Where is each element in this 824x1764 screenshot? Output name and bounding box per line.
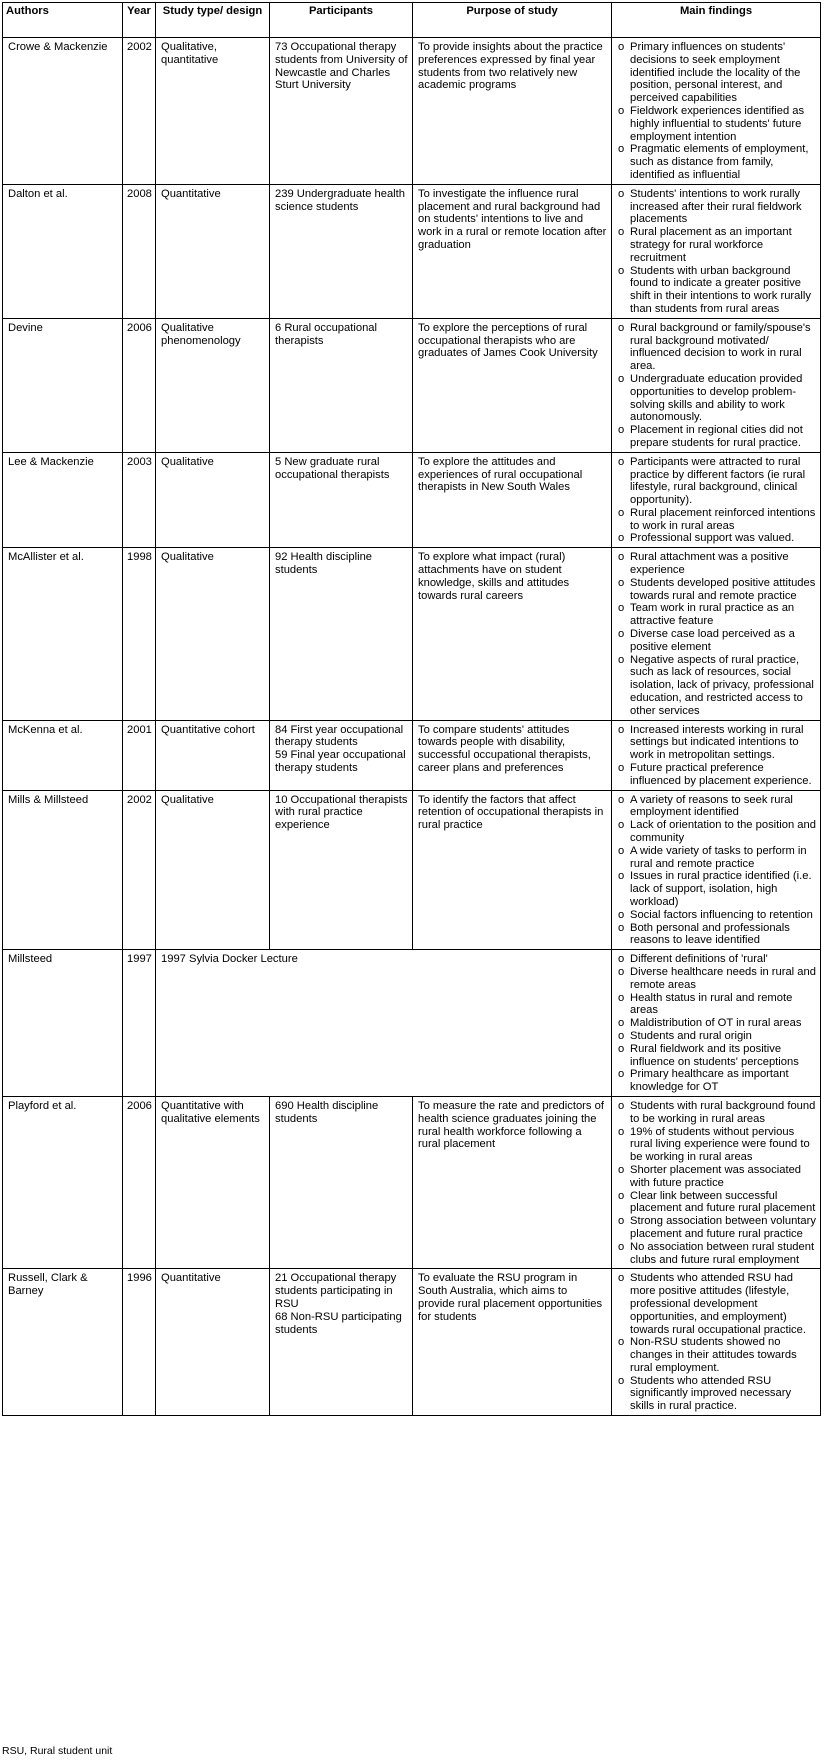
finding-text: Team work in rural practice as an attractive feature: [630, 602, 795, 628]
finding-text: Students' intentions to work rurally increased after their rural fieldwork placements: [630, 187, 802, 226]
header-row: [3, 3, 821, 38]
finding-item: [617, 762, 816, 788]
finding-item: [617, 1100, 816, 1126]
bullet-icon: o: [618, 143, 625, 156]
findings-list: [617, 551, 816, 717]
finding-text: Issues in rural practice identified (i.e. lack of support, isolation, high workload): [630, 870, 812, 908]
finding-item: [617, 1215, 816, 1241]
finding-text: Students developed positive attitudes towards rural and remote practice: [630, 576, 816, 602]
finding-item: [617, 966, 816, 992]
finding-text: Negative aspects of rural practice, such as lack of resources, social isolation, lack of privacy, professional education, and restricted access to other services: [630, 653, 814, 717]
cell-study-type: Qualitative: [156, 790, 270, 950]
bullet-icon: o: [618, 321, 625, 334]
bullet-icon: o: [618, 455, 625, 468]
finding-item: [617, 265, 816, 316]
bullet-icon: o: [618, 844, 625, 857]
table-footnote: RSU, Rural student unit: [2, 1745, 113, 1757]
findings-list: [617, 1272, 816, 1413]
cell-participants: [270, 720, 413, 790]
cell-findings: [612, 548, 821, 720]
finding-item: [617, 532, 816, 545]
finding-text: Clear link between successful placement and future rural placement: [630, 1189, 816, 1215]
cell-study-type: Quantitative cohort: [156, 720, 270, 790]
finding-text: Both personal and professionals reasons to leave identified: [630, 921, 790, 947]
cell-participants: [270, 184, 413, 318]
cell-findings: [612, 38, 821, 185]
finding-item: [617, 602, 816, 628]
participant-group: 239 Undergraduate health science students: [275, 187, 406, 213]
finding-item: [617, 1190, 816, 1216]
cell-year: 2003: [123, 452, 156, 548]
finding-text: Students with rural background found to be working in rural areas: [630, 1099, 816, 1125]
bullet-icon: o: [618, 1336, 625, 1349]
header-findings: Main findings: [612, 3, 821, 38]
finding-item: [617, 226, 816, 264]
finding-item: [617, 105, 816, 143]
finding-item: [617, 992, 816, 1018]
finding-text: Shorter placement was associated with future practice: [630, 1163, 802, 1189]
cell-purpose: To provide insights about the practice preferences expressed by final year students from two relatively new academic programs: [413, 38, 612, 185]
participant-group: 73 Occupational therapy students from University of Newcastle and Charles Sturt University: [275, 41, 408, 92]
finding-item: [617, 373, 816, 424]
finding-item: [617, 724, 816, 762]
finding-text: Diverse case load perceived as a positive element: [630, 628, 795, 653]
finding-text: Fieldwork experiences identified as highly influential to students' future employment intention: [630, 104, 805, 143]
finding-text: Different definitions of 'rural': [630, 953, 768, 966]
participant-group: 5 New graduate rural occupational therapists: [275, 455, 390, 481]
header-authors: Authors: [3, 3, 123, 38]
literature-review-table: [2, 2, 821, 1416]
finding-item: [617, 1030, 816, 1043]
finding-item: [617, 188, 816, 226]
cell-authors: McAllister et al.: [3, 548, 123, 720]
bullet-icon: o: [618, 1068, 625, 1081]
bullet-icon: o: [618, 1240, 625, 1253]
cell-authors: Playford et al.: [3, 1096, 123, 1268]
cell-study-type: Qualitative phenomenology: [156, 318, 270, 452]
finding-item: [617, 1336, 816, 1374]
cell-findings: [612, 184, 821, 318]
table-row: [3, 950, 821, 1097]
finding-text: Students with urban background found to indicate a greater positive shift in their intentions to work rurally than students from rural areas: [630, 264, 811, 315]
findings-list: [617, 456, 816, 546]
cell-purpose: To compare students' attitudes towards people with disability, successful occupational therapists, career plans and preferences: [413, 720, 612, 790]
bullet-icon: o: [618, 793, 625, 806]
cell-spanned-note: 1997 Sylvia Docker Lecture: [156, 950, 612, 1097]
cell-year: 2002: [123, 790, 156, 950]
bullet-icon: o: [618, 1042, 625, 1055]
bullet-icon: o: [618, 1163, 625, 1176]
cell-year: 1997: [123, 950, 156, 1097]
bullet-icon: o: [618, 576, 625, 589]
finding-text: Rural placement as an important strategy for rural workforce recruitment: [630, 226, 792, 264]
finding-item: [617, 922, 816, 948]
finding-item: [617, 1068, 816, 1094]
finding-text: Rural placement reinforced intentions to work in rural areas: [630, 506, 816, 532]
finding-text: A wide variety of tasks to perform in rural and remote practice: [630, 844, 807, 870]
table-row: [3, 318, 821, 452]
finding-item: [617, 845, 816, 871]
finding-item: [617, 654, 816, 718]
finding-text: Rural background or family/spouse's rural background motivated/ influenced decision to work in rural area.: [630, 321, 811, 373]
finding-text: Primary healthcare as important knowledge for OT: [630, 1068, 789, 1094]
bullet-icon: o: [618, 628, 625, 641]
bullet-icon: o: [618, 424, 625, 437]
participant-group: 21 Occupational therapy students participating in RSU: [275, 1272, 397, 1310]
finding-item: [617, 1126, 816, 1164]
cell-findings: [612, 720, 821, 790]
cell-authors: Crowe & Mackenzie: [3, 38, 123, 185]
cell-findings: [612, 318, 821, 452]
cell-participants: [270, 318, 413, 452]
finding-item: [617, 507, 816, 533]
participant-group: 84 First year occupational therapy students: [275, 723, 404, 749]
finding-text: Students and rural origin: [630, 1029, 752, 1042]
finding-item: [617, 41, 816, 105]
cell-study-type: Quantitative: [156, 1269, 270, 1416]
table-row: [3, 184, 821, 318]
bullet-icon: o: [618, 264, 625, 277]
header-purpose: Purpose of study: [413, 3, 612, 38]
bullet-icon: o: [618, 551, 625, 564]
bullet-icon: o: [618, 372, 625, 385]
cell-participants: [270, 38, 413, 185]
findings-list: [617, 1100, 816, 1266]
bullet-icon: o: [618, 653, 625, 666]
finding-item: [617, 322, 816, 373]
finding-text: Diverse healthcare needs in rural and remote areas: [630, 965, 816, 991]
cell-year: 2001: [123, 720, 156, 790]
header-year: Year: [123, 3, 156, 38]
cell-purpose: To evaluate the RSU program in South Australia, which aims to provide rural placement opportunities for students: [413, 1269, 612, 1416]
bullet-icon: o: [618, 226, 625, 239]
bullet-icon: o: [618, 870, 625, 883]
finding-item: [617, 953, 816, 966]
cell-purpose: To identify the factors that affect retention of occupational therapists in rural practice: [413, 790, 612, 950]
cell-participants: [270, 452, 413, 548]
bullet-icon: o: [618, 921, 625, 934]
finding-text: Primary influences on students' decisions to seek employment identified include the locality of the position, personal interest, and perceived capabilities: [630, 41, 801, 105]
finding-text: Professional support was valued.: [630, 532, 795, 545]
finding-text: Social factors influencing to retention: [630, 908, 813, 921]
cell-authors: Devine: [3, 318, 123, 452]
table-row: [3, 1096, 821, 1268]
finding-text: Students who attended RSU significantly improved necessary skills in rural practice.: [630, 1374, 792, 1413]
finding-text: Health status in rural and remote areas: [630, 991, 793, 1017]
cell-authors: Dalton et al.: [3, 184, 123, 318]
finding-item: [617, 1043, 816, 1069]
cell-authors: Mills & Millsteed: [3, 790, 123, 950]
finding-text: A variety of reasons to seek rural employment identified: [630, 793, 793, 819]
bullet-icon: o: [618, 1099, 625, 1112]
bullet-icon: o: [618, 532, 625, 545]
bullet-icon: o: [618, 1017, 625, 1030]
table-row: [3, 38, 821, 185]
cell-purpose: To explore what impact (rural) attachments have on student knowledge, skills and attitudes towards rural careers: [413, 548, 612, 720]
cell-findings: [612, 1269, 821, 1416]
cell-study-type: Quantitative: [156, 184, 270, 318]
finding-item: [617, 424, 816, 450]
finding-text: Non-RSU students showed no changes in their attitudes towards rural employment.: [630, 1336, 797, 1374]
findings-list: [617, 41, 816, 182]
bullet-icon: o: [618, 991, 625, 1004]
finding-item: [617, 819, 816, 845]
finding-item: [617, 551, 816, 577]
bullet-icon: o: [618, 1125, 625, 1138]
finding-item: [617, 1272, 816, 1336]
finding-item: [617, 456, 816, 507]
bullet-icon: o: [618, 723, 625, 736]
finding-item: [617, 870, 816, 908]
bullet-icon: o: [618, 965, 625, 978]
cell-study-type: Qualitative: [156, 548, 270, 720]
findings-list: [617, 724, 816, 788]
cell-authors: Lee & Mackenzie: [3, 452, 123, 548]
table-row: [3, 790, 821, 950]
bullet-icon: o: [618, 953, 625, 966]
cell-purpose: To measure the rate and predictors of health science graduates joining the rural health workforce following a rural placement: [413, 1096, 612, 1268]
cell-year: 2006: [123, 1096, 156, 1268]
findings-list: [617, 794, 816, 948]
bullet-icon: o: [618, 187, 625, 200]
finding-text: Rural fieldwork and its positive influence on students' perceptions: [630, 1042, 799, 1068]
participant-group: 690 Health discipline students: [275, 1099, 379, 1125]
finding-text: Increased interests working in rural settings but indicated intentions to work in metropolitan settings.: [630, 723, 804, 762]
cell-authors: Millsteed: [3, 950, 123, 1097]
finding-text: Strong association between voluntary placement and future rural practice: [630, 1215, 816, 1240]
cell-findings: [612, 790, 821, 950]
finding-item: [617, 577, 816, 603]
participant-group: 92 Health discipline students: [275, 551, 373, 577]
finding-text: Participants were attracted to rural practice by different factors (ie rural lifestyle, rural background, clinical opportunity).: [630, 455, 806, 507]
cell-year: 2008: [123, 184, 156, 318]
bullet-icon: o: [618, 1189, 625, 1202]
bullet-icon: o: [618, 41, 625, 53]
finding-item: [617, 628, 816, 654]
finding-text: Placement in regional cities did not prepare students for rural practice.: [630, 424, 803, 449]
table-row: [3, 452, 821, 548]
finding-text: 19% of students without pervious rural living experience were found to be working in rural areas: [630, 1125, 810, 1164]
cell-participants: [270, 1269, 413, 1416]
cell-year: 2002: [123, 38, 156, 185]
finding-item: [617, 909, 816, 922]
bullet-icon: o: [618, 1215, 625, 1228]
findings-list: [617, 322, 816, 450]
participant-group: 68 Non-RSU participating students: [275, 1310, 402, 1336]
cell-authors: Russell, Clark & Barney: [3, 1269, 123, 1416]
finding-item: [617, 794, 816, 820]
finding-text: Maldistribution of OT in rural areas: [630, 1017, 802, 1030]
table-row: [3, 548, 821, 720]
bullet-icon: o: [618, 506, 625, 519]
cell-purpose: To explore the perceptions of rural occupational therapists who are graduates of James Cook University: [413, 318, 612, 452]
bullet-icon: o: [618, 908, 625, 921]
participant-group: 6 Rural occupational therapists: [275, 321, 377, 347]
bullet-icon: o: [618, 762, 625, 775]
cell-purpose: To investigate the influence rural placement and rural background had on students' intentions to live and work in a rural or remote location after graduation: [413, 184, 612, 318]
finding-text: Students who attended RSU had more positive attitudes (lifestyle, professional development opportunities, and employment) towards rural occupational practice.: [630, 1272, 806, 1336]
bullet-icon: o: [618, 1029, 625, 1042]
cell-purpose: To explore the attitudes and experiences of rural occupational therapists in New South Wales: [413, 452, 612, 548]
cell-study-type: Qualitative, quantitative: [156, 38, 270, 185]
cell-study-type: Qualitative: [156, 452, 270, 548]
finding-item: [617, 1375, 816, 1413]
bullet-icon: o: [618, 1374, 625, 1387]
cell-participants: [270, 548, 413, 720]
finding-item: [617, 143, 816, 181]
cell-participants: [270, 1096, 413, 1268]
cell-authors: McKenna et al.: [3, 720, 123, 790]
table-row: [3, 1269, 821, 1416]
cell-study-type: Quantitative with qualitative elements: [156, 1096, 270, 1268]
finding-item: [617, 1241, 816, 1267]
finding-text: Future practical preference influenced by placement experience.: [630, 762, 812, 787]
bullet-icon: o: [618, 602, 625, 615]
cell-year: 1998: [123, 548, 156, 720]
cell-findings: [612, 950, 821, 1097]
bullet-icon: o: [618, 104, 625, 117]
finding-text: Pragmatic elements of employment, such as distance from family, identified as influential: [630, 143, 809, 181]
table-row: [3, 720, 821, 790]
cell-participants: [270, 790, 413, 950]
table-body: [3, 38, 821, 1416]
finding-text: Undergraduate education provided opportunities to develop problem-solving skills and ability to work autonomously.: [630, 372, 803, 424]
finding-item: [617, 1017, 816, 1030]
finding-text: Rural attachment was a positive experience: [630, 551, 789, 577]
participant-group: 59 Final year occupational therapy students: [275, 749, 406, 775]
cell-findings: [612, 1096, 821, 1268]
cell-year: 1996: [123, 1269, 156, 1416]
bullet-icon: o: [618, 1272, 625, 1285]
findings-list: [617, 953, 816, 1094]
bullet-icon: o: [618, 819, 625, 832]
participant-group: 10 Occupational therapists with rural practice experience: [275, 793, 408, 832]
header-participants: Participants: [270, 3, 413, 38]
finding-item: [617, 1164, 816, 1190]
cell-year: 2006: [123, 318, 156, 452]
cell-findings: [612, 452, 821, 548]
finding-text: Lack of orientation to the position and community: [630, 819, 816, 845]
header-study-type: Study type/ design: [156, 3, 270, 38]
findings-list: [617, 188, 816, 316]
finding-text: No association between rural student clubs and future rural employment: [630, 1240, 815, 1266]
table-header: [3, 3, 821, 38]
